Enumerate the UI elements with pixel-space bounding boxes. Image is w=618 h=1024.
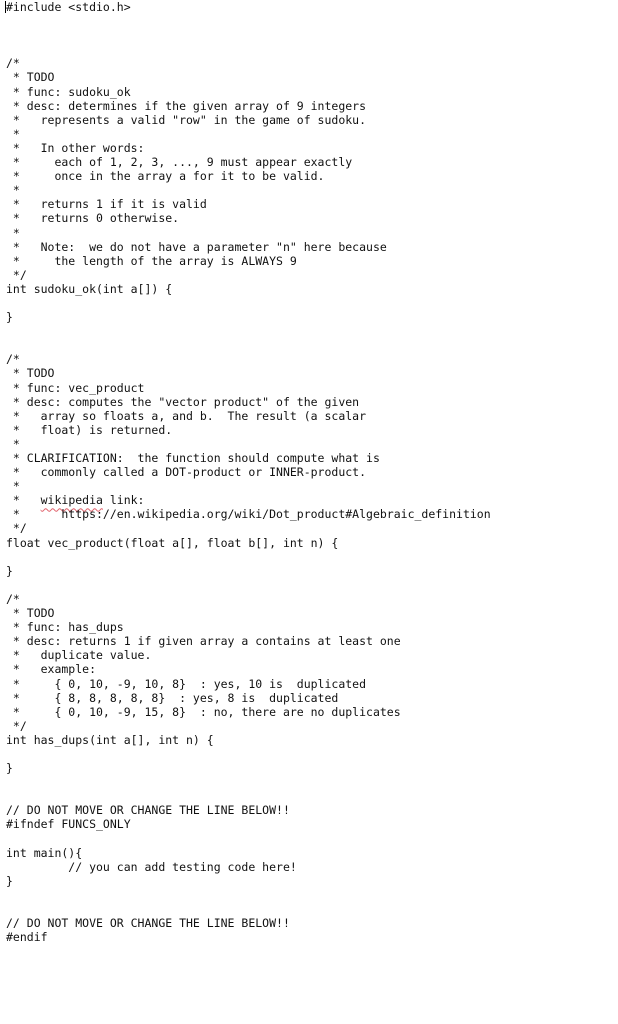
code-line: * func: sudoku_ok xyxy=(6,84,131,99)
code-line: // DO NOT MOVE OR CHANGE THE LINE BELOW!! xyxy=(6,916,290,931)
misspelled-word[interactable]: wikipedia xyxy=(40,493,103,508)
code-line: * TODO xyxy=(6,606,55,621)
code-line xyxy=(6,338,616,352)
code-line: * returns 1 if it is valid xyxy=(6,197,207,212)
code-line xyxy=(6,789,616,803)
code-line: } xyxy=(6,310,13,325)
code-line: #include <stdio.h> xyxy=(6,0,131,14)
code-line: * each of 1, 2, 3, ..., 9 must appear exactly xyxy=(6,155,353,170)
code-line xyxy=(6,888,616,902)
code-line: * returns 0 otherwise. xyxy=(6,211,180,226)
code-line xyxy=(6,775,616,789)
code-line: */ xyxy=(6,267,27,282)
code-line: * { 8, 8, 8, 8, 8} : yes, 8 is duplicated xyxy=(6,690,339,705)
code-line: #endif xyxy=(6,930,48,945)
code-line: * In other words: xyxy=(6,140,145,155)
code-line: /* xyxy=(6,56,20,71)
code-line: float vec_product(float a[], float b[], int n) { xyxy=(6,535,339,550)
code-line: * the length of the array is ALWAYS 9 xyxy=(6,253,297,268)
code-line: * TODO xyxy=(6,366,55,381)
code-line xyxy=(6,42,616,56)
code-line: /* xyxy=(6,352,20,367)
code-line xyxy=(6,550,616,564)
code-line: * float) is returned. xyxy=(6,422,173,437)
code-line: */ xyxy=(6,718,27,733)
code-line-prefix: * xyxy=(6,493,41,508)
code-line: * CLARIFICATION: the function should compute what is xyxy=(6,451,380,465)
code-line: * { 0, 10, -9, 15, 8} : no, there are no duplicates xyxy=(6,704,401,719)
code-line: // you can add testing code here! xyxy=(6,859,297,874)
code-line: * https://en.wikipedia.org/wiki/Dot_product#Algebraic_definition xyxy=(6,507,491,522)
code-line: * represents a valid "row" in the game of sudoku. xyxy=(6,112,367,127)
code-line: /* xyxy=(6,591,20,606)
code-line: * xyxy=(6,436,20,451)
code-line xyxy=(6,296,616,310)
code-line: } xyxy=(6,761,13,776)
code-line: * desc: computes the "vector product" of the given xyxy=(6,394,360,409)
code-line xyxy=(6,324,616,338)
code-line: * duplicate value. xyxy=(6,648,152,663)
code-line: * Note: we do not have a parameter "n" here because xyxy=(6,239,387,254)
code-line xyxy=(6,493,616,507)
code-line xyxy=(6,14,616,28)
code-line: * xyxy=(6,183,20,198)
code-line: */ xyxy=(6,521,27,536)
code-line: * desc: returns 1 if given array a contains at least one xyxy=(6,634,401,649)
code-line: int sudoku_ok(int a[]) { xyxy=(6,281,173,296)
code-line: * xyxy=(6,126,20,141)
text-cursor xyxy=(5,1,6,13)
code-line: * func: has_dups xyxy=(6,620,124,635)
code-line: * desc: determines if the given array of 9 integers xyxy=(6,98,367,113)
code-line: * TODO xyxy=(6,70,55,85)
code-line: #ifndef FUNCS_ONLY xyxy=(6,817,131,832)
code-line-suffix: link: xyxy=(102,493,145,508)
code-line: int has_dups(int a[], int n) { xyxy=(6,732,214,747)
code-line xyxy=(6,747,616,761)
code-line xyxy=(6,28,616,42)
code-line: * once in the array a for it to be valid. xyxy=(6,169,325,184)
code-line: * example: xyxy=(6,662,97,677)
code-line: * commonly called a DOT-product or INNER-product. xyxy=(6,465,367,480)
code-line: * xyxy=(6,479,20,494)
code-line: * { 0, 10, -9, 10, 8} : yes, 10 is duplicated xyxy=(6,676,367,691)
code-line: * func: vec_product xyxy=(6,380,145,395)
code-line: // DO NOT MOVE OR CHANGE THE LINE BELOW!! xyxy=(6,803,290,818)
code-editor[interactable] xyxy=(6,0,616,944)
code-line: * array so floats a, and b. The result (a scalar xyxy=(6,408,367,423)
code-line xyxy=(6,902,616,916)
code-line: } xyxy=(6,563,13,578)
code-line: * xyxy=(6,225,20,240)
code-line: } xyxy=(6,873,13,888)
code-line xyxy=(6,832,616,846)
code-line: int main(){ xyxy=(6,845,83,860)
code-line xyxy=(6,578,616,592)
